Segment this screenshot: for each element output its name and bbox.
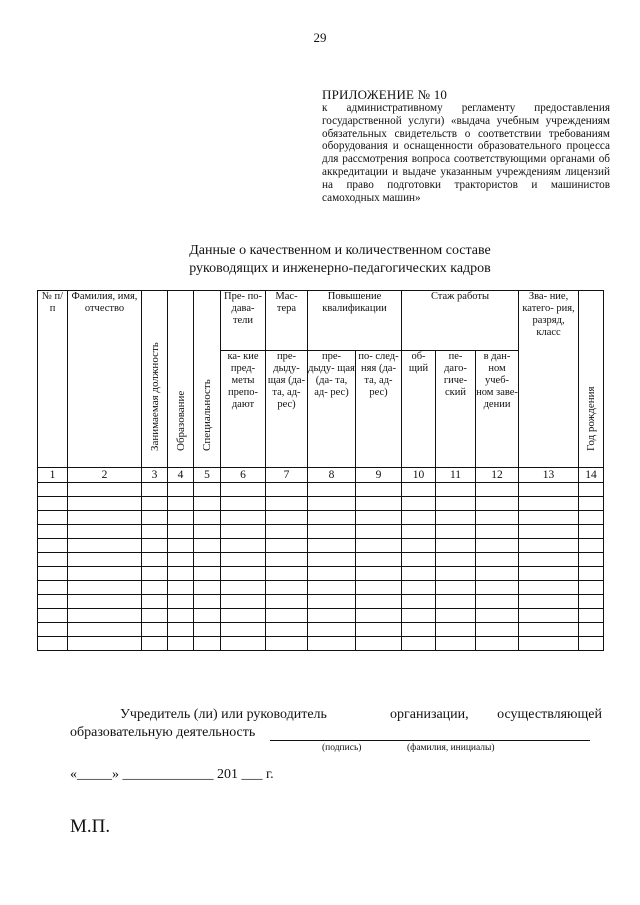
table-cell [142,595,168,609]
table-cell [142,511,168,525]
table-cell [168,497,194,511]
table-cell [221,483,266,497]
table-body [38,483,604,651]
table-cell [356,623,402,637]
table-cell [38,525,68,539]
table-cell [476,595,519,609]
signature-line [270,740,590,741]
table-heading-line-1: Данные о качественном и количественном составе [189,243,491,258]
table-cell [579,609,604,623]
column-number: 7 [266,468,308,483]
table-cell [436,497,476,511]
table-cell [308,567,356,581]
table-cell [519,609,579,623]
table-cell [476,637,519,651]
table-cell [519,483,579,497]
table-cell [519,567,579,581]
table-cell [476,539,519,553]
table-cell [38,609,68,623]
table-cell [402,623,436,637]
table-cell [579,511,604,525]
column-number: 5 [194,468,221,483]
table-cell [519,497,579,511]
table-cell [476,483,519,497]
table-cell [221,553,266,567]
table-cell [194,525,221,539]
header-exp-teaching: пе- даго- гиче- ский [436,350,476,467]
table-cell [519,623,579,637]
header-position [142,291,168,468]
table-cell [194,511,221,525]
table-cell [579,595,604,609]
table-cell [308,623,356,637]
table-cell [436,511,476,525]
table-cell [476,511,519,525]
table-cell [266,497,308,511]
table-cell [356,483,402,497]
table-cell [68,595,142,609]
table-cell [221,623,266,637]
table-cell [308,539,356,553]
name-caption: (фамилия, инициалы) [407,743,495,753]
table-cell [402,637,436,651]
table-cell [402,581,436,595]
table-cell [142,497,168,511]
table-heading [120,242,560,278]
table-row [38,483,604,497]
table-cell [168,483,194,497]
column-number: 14 [579,468,604,483]
table-cell [194,623,221,637]
table-cell [436,525,476,539]
table-cell [168,511,194,525]
table-cell [168,595,194,609]
table-cell [436,637,476,651]
table-cell [194,581,221,595]
table-cell [356,539,402,553]
table-cell [266,483,308,497]
table-cell [68,483,142,497]
table-cell [476,623,519,637]
table-cell [436,581,476,595]
table-cell [266,637,308,651]
table-cell [221,609,266,623]
table-cell [221,567,266,581]
table-cell [142,553,168,567]
table-cell [68,511,142,525]
column-number: 9 [356,468,402,483]
table-row [38,539,604,553]
table-cell [308,595,356,609]
table-cell [68,623,142,637]
table-cell [194,595,221,609]
column-number: 6 [221,468,266,483]
table-cell [519,553,579,567]
table-cell [308,553,356,567]
page-number: 29 [313,30,327,45]
table-cell [308,637,356,651]
column-number: 8 [308,468,356,483]
table-cell [436,539,476,553]
table-cell [68,553,142,567]
table-cell [38,511,68,525]
table-cell [194,539,221,553]
signature-organization-label: организации, осуществляющей [390,707,602,722]
table-cell [402,483,436,497]
table-cell [168,623,194,637]
table-cell [402,595,436,609]
table-heading-line-2: руководящих и инженерно-педагогических кадров [189,261,491,276]
table-cell [402,511,436,525]
table-cell [68,637,142,651]
table-cell [356,511,402,525]
header-full-name: Фамилия, имя, отчество [68,291,142,468]
table-cell [168,637,194,651]
table-cell [476,567,519,581]
table-cell [142,623,168,637]
column-number: 12 [476,468,519,483]
signature-activity-label: образовательную деятельность [70,725,256,740]
header-exp-total: об- щий [402,350,436,467]
table-row [38,595,604,609]
table-cell [476,581,519,595]
table-cell [476,609,519,623]
table-cell [579,525,604,539]
table-cell [221,595,266,609]
header-row-top [38,291,604,351]
table-cell [579,581,604,595]
table-cell [308,581,356,595]
table-cell [519,637,579,651]
table-row [38,567,604,581]
table-cell [38,483,68,497]
table-cell [266,511,308,525]
date-line: «_____» _____________ 201 ___ г. [70,767,274,782]
table-cell [68,609,142,623]
column-numbers-row [38,468,604,483]
table-cell [142,483,168,497]
table-cell [38,567,68,581]
stamp-place: М.П. [70,816,111,837]
table-cell [476,553,519,567]
table-cell [356,609,402,623]
table-cell [194,553,221,567]
table-cell [266,553,308,567]
table-cell [402,525,436,539]
table-row [38,525,604,539]
column-number: 13 [519,468,579,483]
table-cell [356,595,402,609]
column-number: 3 [142,468,168,483]
table-cell [579,567,604,581]
table-cell [38,497,68,511]
table-cell [579,483,604,497]
column-number: 1 [38,468,68,483]
table-cell [402,567,436,581]
table-cell [402,553,436,567]
table-cell [221,525,266,539]
header-education-label: Образование [174,390,187,451]
table-cell [168,539,194,553]
table-cell [308,497,356,511]
table-cell [436,483,476,497]
table-cell [38,553,68,567]
table-cell [38,581,68,595]
table-cell [436,595,476,609]
table-row [38,497,604,511]
header-specialty-label: Специальность [201,379,213,451]
table-cell [519,539,579,553]
table-cell [38,539,68,553]
table-cell [221,511,266,525]
table-cell [519,595,579,609]
table-cell [38,637,68,651]
table-cell [519,581,579,595]
table-cell [194,637,221,651]
signature-caption: (подпись) [322,743,362,753]
table-cell [142,539,168,553]
column-number: 2 [68,468,142,483]
table-cell [356,497,402,511]
table-cell [68,525,142,539]
table-cell [436,609,476,623]
header-rank: Зва- ние, катего- рия, разряд, класс [519,291,579,468]
table-cell [168,553,194,567]
table-cell [402,497,436,511]
table-cell [356,567,402,581]
table-row [38,609,604,623]
header-subjects: ка- кие пред- меты препо- дают [221,350,266,467]
column-number: 4 [168,468,194,483]
table-cell [579,637,604,651]
staff-table [37,290,604,651]
header-masters-prev: пре- дыду- щая (да- та, ад- рес) [266,350,308,467]
table-cell [579,497,604,511]
header-birth-year-label: Год рождения [585,386,598,451]
table-cell [579,553,604,567]
table-cell [356,525,402,539]
table-cell [356,581,402,595]
table-cell [194,567,221,581]
table-row [38,511,604,525]
header-specialty [194,291,221,468]
column-number: 11 [436,468,476,483]
table-cell [266,567,308,581]
table-cell [579,623,604,637]
header-qual-last: по- след- няя (да- та, ад- рес) [356,350,402,467]
table-cell [476,525,519,539]
table-cell [308,511,356,525]
table-row [38,553,604,567]
table-cell [436,623,476,637]
table-cell [142,637,168,651]
table-cell [266,581,308,595]
table-cell [266,609,308,623]
header-exp-this-institution: в дан- ном учеб- ном заве- дении [476,350,519,467]
table-cell [402,539,436,553]
table-cell [142,609,168,623]
appendix-description: к административному регламенту предоставления государственной услуги) «выдача учебным учреждениям обязательных свидетельств о соответствии требованиям оборудования и оснащенности образовательного процесса для рассмотрения вопроса соответствующими органами об аккредитации и выдаче указанным учреждениям лицензий на право подготовки трактористов и машинистов самоходных машин» [322,102,610,204]
appendix-title: ПРИЛОЖЕНИЕ № 10 [322,87,448,102]
table-cell [356,553,402,567]
table-cell [221,581,266,595]
table-cell [266,595,308,609]
table-cell [38,595,68,609]
table-cell [68,567,142,581]
header-masters: Мас- тера [266,291,308,351]
table-cell [142,567,168,581]
table-cell [168,567,194,581]
header-qual-prev: пре- дыду- щая (да- та, ад- рес) [308,350,356,467]
table-cell [519,525,579,539]
table-cell [68,497,142,511]
table-cell [519,511,579,525]
table-cell [38,623,68,637]
table-cell [579,539,604,553]
table-cell [221,539,266,553]
table-cell [194,497,221,511]
header-experience: Стаж работы [402,291,519,351]
table-cell [266,623,308,637]
table-cell [266,525,308,539]
header-birth-year [579,291,604,468]
table-cell [68,539,142,553]
table-cell [194,483,221,497]
table-cell [221,497,266,511]
table-cell [436,553,476,567]
header-education [168,291,194,468]
table-cell [168,581,194,595]
header-position-label: Занимаемая должность [148,342,161,451]
column-number: 10 [402,468,436,483]
header-qualification: Повышение квалификации [308,291,402,351]
table-cell [266,539,308,553]
table-cell [436,567,476,581]
table-cell [194,609,221,623]
table-cell [308,483,356,497]
table-cell [142,525,168,539]
table-cell [68,581,142,595]
table-cell [221,637,266,651]
header-number: № п/ п [38,291,68,468]
signature-founder-label: Учредитель (ли) или руководитель [120,707,327,722]
table-cell [168,525,194,539]
header-teachers: Пре- по- дава- тели [221,291,266,351]
table-row [38,581,604,595]
table-cell [356,637,402,651]
table-row [38,623,604,637]
table-row [38,637,604,651]
table-cell [476,497,519,511]
table-cell [308,609,356,623]
table-cell [308,525,356,539]
table-cell [402,609,436,623]
table-cell [168,609,194,623]
table-cell [142,581,168,595]
